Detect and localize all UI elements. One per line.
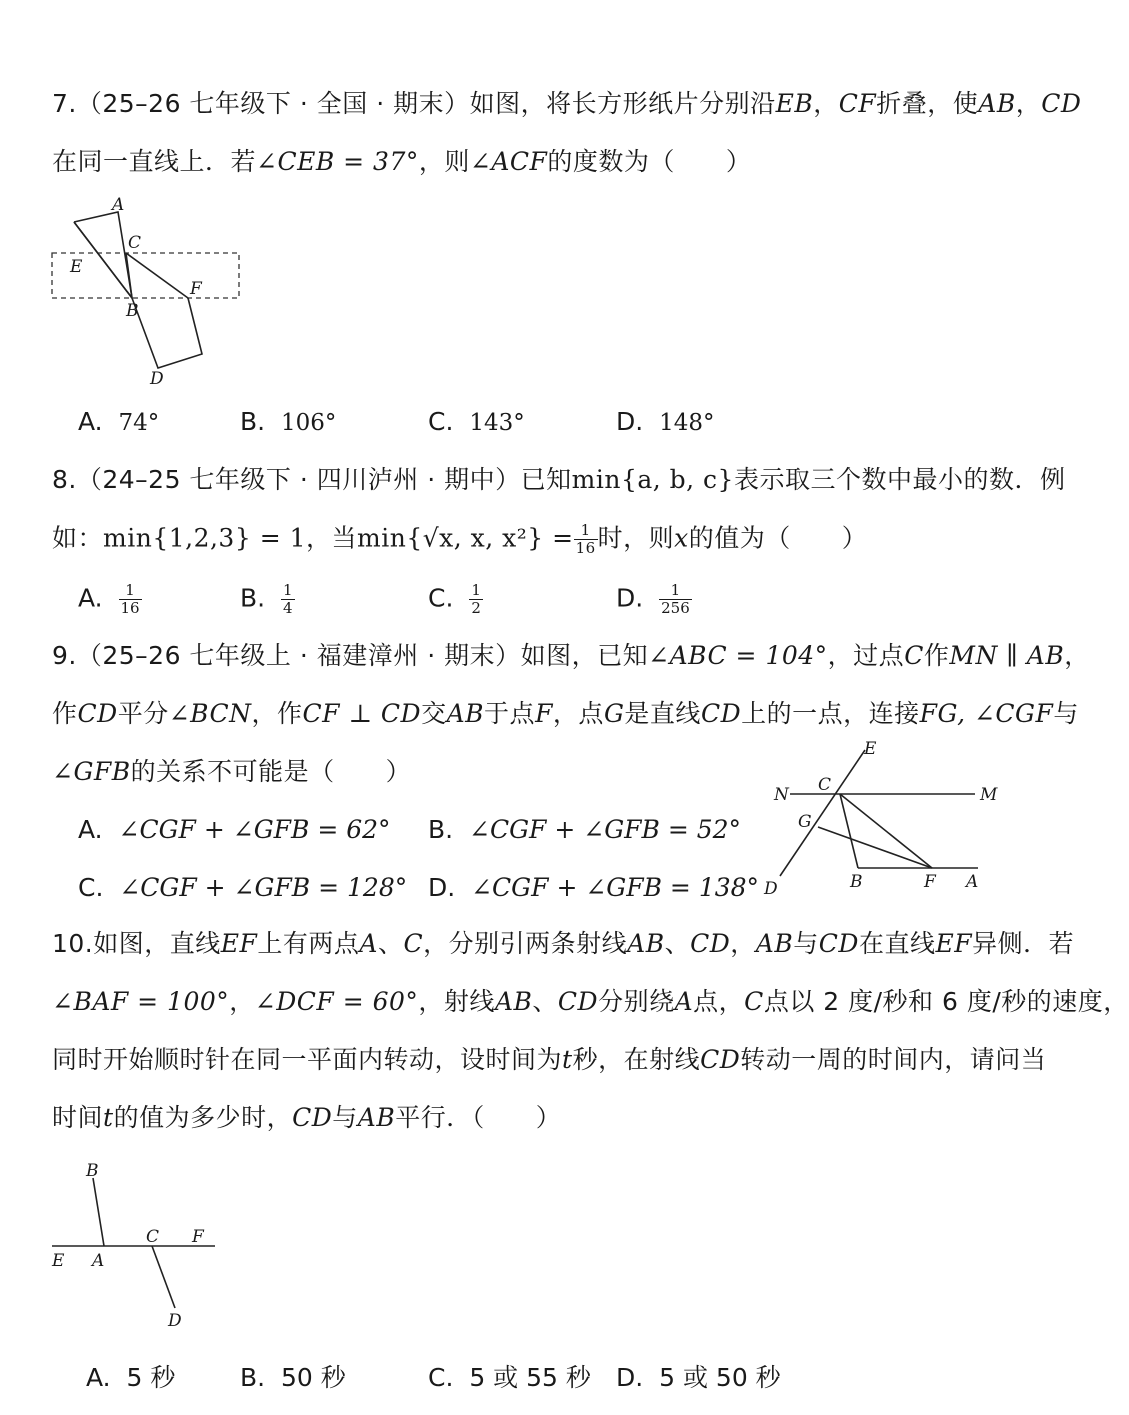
q10-figure: [40, 1150, 240, 1340]
q10-line-3: [52, 1044, 1046, 1076]
q8-fraction-den: 16: [575, 539, 596, 557]
q8-source: （24–25 七年级下 · 四川泸州 · 期中）: [76, 465, 521, 494]
q9-text: 的关系不可能是（ ）: [130, 757, 412, 786]
q9-line-2: [52, 698, 1079, 730]
q10-option-b[interactable]: [240, 1362, 346, 1394]
q10-option-c[interactable]: [428, 1362, 591, 1394]
q10-math-c: C: [744, 987, 764, 1016]
q7-option-d[interactable]: [616, 406, 715, 439]
q10-text: 时间: [52, 1103, 104, 1132]
q10-text: ，: [229, 987, 255, 1016]
q10-label-d: D: [168, 1311, 182, 1331]
q10-math-ab: AB: [357, 1103, 396, 1132]
q9-text: 平分: [117, 699, 169, 728]
q7-line-2: [52, 146, 751, 178]
q9-text: ，点: [552, 699, 604, 728]
q9-label-g: G: [798, 812, 812, 832]
q8-number: 8.: [52, 465, 77, 494]
q9-math-f: F: [535, 699, 553, 728]
q10-option-b-letter: B.: [240, 1363, 266, 1392]
q9-option-b-letter: B.: [428, 815, 454, 844]
q10-math-baf: ∠BAF = 100°: [52, 987, 230, 1016]
q9-label-e: E: [864, 739, 877, 759]
q7-label-b: B: [126, 301, 139, 321]
q10-line-1: [52, 928, 1074, 960]
q9-label-b: B: [850, 872, 863, 892]
q9-number: 9.: [52, 641, 77, 670]
q10-label-b: B: [86, 1161, 99, 1181]
q9-math-ab: AB: [446, 699, 485, 728]
q9-math-abc: ∠ABC = 104°: [648, 641, 828, 670]
q10-option-d[interactable]: [616, 1362, 781, 1394]
q10-text: 如图，直线: [93, 929, 221, 958]
q7-option-d-letter: D.: [616, 407, 644, 436]
q8-option-b-num: 1: [283, 581, 293, 599]
q9-label-a: A: [966, 872, 979, 892]
q8-example: min{1,2,3} = 1: [103, 523, 306, 553]
q9-figure: [760, 736, 1060, 906]
q9-text: 如图，已知: [520, 641, 649, 670]
q10-text: 秒，在射线: [572, 1045, 701, 1074]
q9-line-cf: [840, 794, 932, 868]
q9-line-3: [52, 756, 411, 788]
q7-condition: ∠CEB = 37°: [256, 147, 419, 176]
q7-option-a-letter: A.: [78, 407, 103, 436]
q10-line-4: [52, 1102, 561, 1134]
q10-math-ef: EF: [935, 929, 973, 958]
q9-option-a-value: ∠CGF + ∠GFB = 62°: [118, 815, 391, 844]
q8-text: 已知: [520, 465, 572, 494]
q8-option-b-letter: B.: [240, 583, 266, 613]
q8-text: 表示取三个数中最小的数．例: [733, 465, 1066, 494]
q9-label-d: D: [764, 879, 778, 899]
q8-option-a[interactable]: [78, 582, 142, 617]
q9-option-a[interactable]: [78, 814, 391, 846]
q7-line-cf: [126, 253, 188, 298]
q10-text: ，: [730, 929, 756, 958]
q8-option-d-den: 256: [661, 599, 690, 617]
q9-option-c-letter: C.: [78, 873, 104, 902]
q10-math-dcf: ∠DCF = 60°: [254, 987, 419, 1016]
q7-text: 如图，将长方形纸片分别沿: [469, 89, 776, 118]
q7-label-a: A: [112, 195, 125, 215]
q7-number: 7.: [52, 89, 77, 118]
q10-math-ef: EF: [220, 929, 258, 958]
q10-math-a: A: [674, 987, 694, 1016]
q9-text: ，: [1064, 641, 1090, 670]
q8-text: 如：: [52, 523, 104, 553]
q9-line-cb: [840, 794, 858, 868]
q7-math-acf: ∠ACF: [469, 147, 548, 176]
q10-math-t: t: [103, 1103, 114, 1132]
q8-option-b-den: 4: [283, 599, 293, 617]
q9-math-cd: CD: [700, 699, 742, 728]
q9-math-gfb: ∠GFB: [52, 757, 131, 786]
q10-text: 与: [332, 1103, 358, 1132]
q7-figure: [40, 190, 260, 390]
q7-option-c-value: 143°: [469, 410, 525, 436]
q7-option-b[interactable]: [240, 406, 336, 439]
q10-math-c: C: [403, 929, 424, 958]
q10-text: 点，: [693, 987, 745, 1016]
q10-text: 、: [664, 929, 691, 958]
q9-label-f: F: [924, 872, 936, 892]
q9-text: 是直线: [624, 699, 701, 728]
q9-math-bcn: ∠BCN: [168, 699, 252, 728]
q7-label-f: F: [190, 279, 202, 299]
q9-option-b[interactable]: [428, 814, 741, 846]
q10-math-cd: CD: [292, 1103, 333, 1132]
q9-math-cf-cd: CF ⊥ CD: [302, 699, 422, 728]
q9-line-gf: [818, 827, 932, 868]
q10-ray-cd: [152, 1246, 175, 1308]
q8-line-1: [52, 464, 1065, 496]
q7-source: （25–26 七年级下 · 全国 · 期末）: [76, 89, 470, 118]
q10-math-ab: AB: [755, 929, 794, 958]
q10-label-e: E: [52, 1251, 65, 1271]
q10-number: 10.: [52, 929, 94, 958]
q10-option-c-letter: C.: [428, 1363, 454, 1392]
q9-text: 交: [421, 699, 447, 728]
q9-label-n: N: [774, 785, 789, 805]
q10-text: 点以 2 度/秒和 6 度/秒的速度，: [763, 987, 1129, 1016]
q10-text: 、: [377, 929, 404, 958]
q9-math-g: G: [603, 699, 625, 728]
q8-option-a-fraction: [119, 582, 142, 617]
q9-math-mn-ab: MN ∥ AB: [949, 641, 1065, 670]
q7-option-d-value: 148°: [659, 410, 715, 436]
q9-label-m: M: [980, 785, 998, 805]
q8-option-b[interactable]: [240, 582, 295, 617]
q10-ray-ab: [93, 1178, 104, 1246]
q10-text: 异侧．若: [972, 929, 1075, 958]
q10-text: 的值为多少时，: [113, 1103, 293, 1132]
q7-math-ab: AB: [978, 89, 1016, 118]
q10-text: ，分别引两条射线: [423, 929, 628, 958]
q10-label-a: A: [92, 1251, 105, 1271]
q7-label-c: C: [128, 233, 142, 253]
q7-lower-fold: [132, 298, 202, 368]
q9-option-d-value: ∠CGF + ∠GFB = 138°: [471, 873, 760, 902]
q9-line-ed: [780, 750, 865, 876]
q9-math-c: C: [904, 641, 924, 670]
q7-option-a[interactable]: [78, 406, 159, 439]
q9-label-c: C: [818, 775, 832, 795]
q9-text: ，过点: [827, 641, 905, 670]
q8-min-expression: min{√x, x, x²} =: [357, 523, 574, 553]
q7-label-e: E: [70, 257, 83, 277]
q7-math-eb: EB: [775, 89, 814, 118]
q9-math-cd: CD: [77, 699, 118, 728]
q10-option-d-letter: D.: [616, 1363, 644, 1392]
q8-text: ，当: [306, 523, 358, 553]
q8-option-d-num: 1: [670, 581, 681, 599]
q10-text: 、: [532, 987, 558, 1016]
q9-math-fg-cgf: FG, ∠CGF: [919, 699, 1054, 728]
q8-option-d-letter: D.: [616, 583, 644, 613]
q8-option-a-den: 16: [120, 599, 140, 617]
q8-option-d[interactable]: [616, 582, 692, 617]
q10-math-cd: CD: [818, 929, 859, 958]
q8-fraction-num: 1: [580, 521, 591, 539]
q9-option-d-letter: D.: [428, 873, 456, 902]
q10-math-ab: AB: [627, 929, 665, 958]
q10-option-a-value: 5 秒: [126, 1363, 176, 1392]
q8-min-abc: min{a, b, c}: [571, 465, 734, 494]
q10-text: 转动一周的时间内，请问当: [740, 1045, 1047, 1074]
q8-option-c-letter: C.: [428, 583, 454, 613]
q8-option-c-fraction: [469, 582, 483, 617]
q10-label-c: C: [146, 1227, 160, 1247]
q10-text: 在直线: [858, 929, 936, 958]
q10-text: 上有两点: [257, 929, 360, 958]
q7-option-b-letter: B.: [240, 407, 266, 436]
q7-option-c-letter: C.: [428, 407, 454, 436]
q8-option-c-num: 1: [471, 581, 481, 599]
q9-text: 作: [52, 699, 78, 728]
q9-option-c[interactable]: [78, 872, 407, 904]
q8-option-a-num: 1: [125, 581, 135, 599]
q10-line-2: [52, 986, 1129, 1018]
q10-option-b-value: 50 秒: [281, 1363, 346, 1392]
q8-option-d-fraction: [659, 582, 692, 617]
q10-math-a: A: [359, 929, 378, 958]
q10-math-t: t: [562, 1045, 573, 1074]
q9-line-1: [52, 640, 1090, 672]
q7-text: 的度数为（ ）: [547, 147, 752, 176]
q9-source: （25–26 七年级上 · 福建漳州 · 期末）: [76, 641, 521, 670]
q10-math-cd: CD: [690, 929, 731, 958]
q7-option-b-value: 106°: [281, 410, 337, 436]
q7-math-cd: CD: [1041, 89, 1082, 118]
q7-comma: ，: [1015, 89, 1042, 118]
q8-option-b-fraction: [281, 582, 295, 617]
q8-text: 时，则: [597, 523, 675, 553]
q8-math-x: x: [674, 523, 689, 553]
q8-text: 的值为（ ）: [688, 523, 868, 553]
q10-text: 平行．（ ）: [395, 1103, 562, 1132]
q10-text: 同时开始顺时针在同一平面内转动，设时间为: [52, 1045, 563, 1074]
q9-option-a-letter: A.: [78, 815, 103, 844]
q9-text: 于点: [484, 699, 536, 728]
q10-option-a-letter: A.: [86, 1363, 111, 1392]
q10-text: ，射线: [418, 987, 495, 1016]
q10-option-d-value: 5 或 50 秒: [659, 1363, 781, 1392]
q7-upper-fold: [74, 212, 132, 298]
q9-text: 上的一点，连接: [741, 699, 920, 728]
q8-fraction: [574, 522, 598, 557]
q7-line-eb: [74, 222, 132, 298]
q10-option-c-value: 5 或 55 秒: [469, 1363, 591, 1392]
q7-math-cf: CF: [838, 89, 877, 118]
q9-option-b-value: ∠CGF + ∠GFB = 52°: [469, 815, 742, 844]
q10-math-cd: CD: [557, 987, 599, 1016]
q7-line-1: [52, 88, 1081, 120]
q7-text: 折叠，使: [876, 89, 979, 118]
q8-line-2: [52, 522, 867, 557]
q9-text: 作: [923, 641, 950, 670]
q7-option-a-value: 74°: [118, 410, 160, 436]
q9-text: 与: [1053, 699, 1079, 728]
q7-text: ，则: [418, 147, 470, 176]
q10-text: 与: [793, 929, 819, 958]
q9-option-c-value: ∠CGF + ∠GFB = 128°: [119, 873, 408, 902]
q7-text: 在同一直线上．若: [52, 147, 257, 176]
q8-option-c[interactable]: [428, 582, 483, 617]
q8-option-a-letter: A.: [78, 583, 103, 613]
q9-text: ，作: [251, 699, 303, 728]
q10-math-ab: AB: [494, 987, 533, 1016]
q8-option-c-den: 2: [471, 599, 481, 617]
q7-label-d: D: [150, 369, 164, 389]
q7-option-c[interactable]: [428, 406, 525, 439]
q10-option-a[interactable]: [86, 1362, 175, 1394]
q10-label-f: F: [192, 1227, 204, 1247]
q7-comma: ，: [813, 89, 839, 118]
q9-option-d[interactable]: [428, 872, 759, 904]
q10-math-cd: CD: [700, 1045, 741, 1074]
q10-text: 分别绕: [598, 987, 675, 1016]
